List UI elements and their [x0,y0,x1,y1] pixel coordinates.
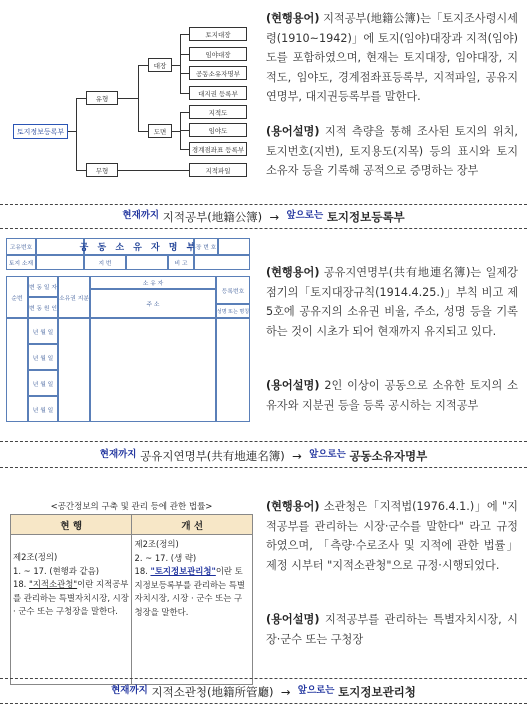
tree-sub-map: 도면 [148,124,172,138]
term-description-paragraph: (용어설명) 지적 측량을 통해 조사된 토지의 위치, 토지번호(지번), 토지용도(지목) 등의 표시와 토지 소유자 등을 기록해 공적으로 증명하는 장부 [266,125,518,177]
term-change-summary: $^{현재까지}$ 지적공부(地籍公簿) → $^{앞으로는}$ 토지정보등록부 [122,210,405,224]
col-revised: 개 선 [132,515,253,535]
divider [0,678,527,679]
law-caption: <공간정보의 구축 및 관리 등에 관한 법률> [50,502,213,512]
current-term-paragraph: (현행용어) 공유지연명부(共有地連名簿)는 일제강점기의「토지대장규칙(1914.4.25.)」부칙 비고 제5호에 공유지의 소유권 비율, 주소, 성명 등을 기록하는 것이 시초가 되어 현재까지 유지되고 있다. [266,266,518,338]
tree-leaf: 대지권 등록부 [189,86,247,100]
tree-leaf: 공동소유자명부 [189,66,247,80]
current-provision: 제2조(정의) 1. ~ 17. (현행과 같음) 18. "지적소관청"이란 지적공부를 관리하는 특별자치시장, 시장 · 군수 또는 구청장을 말한다. [11,535,132,685]
tree-root: 토지정보등록부 [13,124,68,139]
tree-leaf: 지적도 [189,105,247,119]
tree-branch-intangible: 무형 [86,163,118,177]
divider [0,703,527,704]
tree-sub-ledger: 대장 [148,58,172,72]
divider [0,228,527,229]
divider [0,467,527,468]
tree-branch-tangible: 유형 [86,91,118,105]
current-term-paragraph: (현행용어) 소관청은「지적법(1976.4.1.)」에 "지적공부를 관리하는 시장·군수를 말한다" 라고 규정하였으며, 「측량·수로조사 및 지적에 관한 법률」 제정 시부터 "지적소관청"으로 규정·시행되었다. [266,500,518,572]
col-current: 현 행 [11,515,132,535]
revised-provision: 제2조(정의) 2. ~ 17. (생 략) 18. "토지정보관리청"이란 토지정보등록부를 관리하는 특별자치시장, 시장 · 군수 또는 구청장을 말한다. [132,535,253,685]
current-term-paragraph: (현행용어) 지적공부(地籍公簿)는「토지조사령시세령(1910~1942)」에 토지(임야)대장과 지적(임야)도를 포함하였으며, 현재는 토지대장, 임야대장, 지적도, 임야도, 경계점좌표등록부, 지적파일, 공유지연명부, 대지권등록부를 말한다. [266,12,518,103]
term-description-paragraph: (용어설명) 2인 이상이 공동으로 소유한 토지의 소유자와 지분권 등을 등록 공시하는 지적공부 [266,379,518,412]
term-change-summary: $^{현재까지}$ 공유지연명부(共有地連名簿) → $^{앞으로는}$ 공동소유자명부 [99,449,428,463]
tree-leaf: 경계점좌표 등록부 [189,142,247,156]
term-description-paragraph: (용어설명) 지적공부를 관리하는 특별자치시장, 시장·군수 또는 구청장 [266,613,518,646]
tree-leaf: 임야대장 [189,47,247,61]
divider [0,441,527,442]
divider [0,204,527,205]
tree-leaf: 지적파일 [189,163,247,177]
tree-leaf: 토지대장 [189,27,247,41]
tree-leaf: 임야도 [189,123,247,137]
law-comparison-table [10,514,253,685]
term-change-summary: $^{현재까지}$ 지적소관청(地籍所管廳) → $^{앞으로는}$ 토지정보관리청 [111,685,416,699]
